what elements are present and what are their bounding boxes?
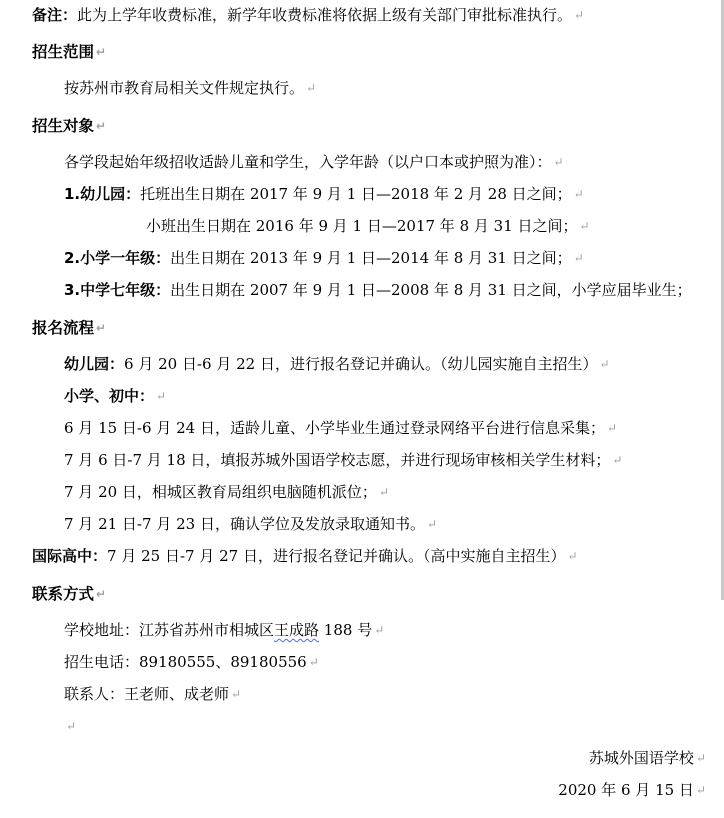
paragraph-mark-icon: ↵ (574, 8, 585, 22)
paragraph-mark-icon: ↵ (695, 751, 706, 765)
signature-school (589, 748, 706, 768)
paragraph-mark-icon: ↵ (374, 623, 385, 637)
process-heading (32, 318, 106, 338)
process-step-2-text: 7 月 6 日-7 月 18 日，填报苏城外国语学校志愿，并进行现场审核相关学生材料； (64, 451, 611, 469)
scope-text-content: 按苏州市教育局相关文件规定执行。 (64, 79, 305, 97)
process-intl-text: 7 月 25 日-7 月 27 日，进行报名登记并确认。（高中实施自主招生） (107, 547, 566, 565)
signature-school-text: 苏城外国语学校 (588, 749, 694, 767)
kindergarten-line-2 (146, 216, 590, 236)
process-intl-label: 国际高中： (32, 547, 108, 565)
paragraph-mark-icon: ↵ (606, 421, 618, 435)
scope-text (64, 78, 316, 98)
process-step-4 (64, 514, 437, 534)
paragraph-mark-icon: ↵ (96, 45, 107, 59)
contact-person (64, 684, 241, 704)
process-pm-label: 小学、初中： (64, 387, 155, 405)
address-prefix: 学校地址：江苏省苏州市相城区 (64, 621, 275, 639)
paragraph-mark-icon: ↵ (231, 687, 242, 701)
target-heading-text: 招生对象 (32, 117, 95, 135)
paragraph-mark-icon: ↵ (306, 81, 317, 95)
paragraph-mark-icon: ↵ (426, 517, 438, 531)
kindergarten-line-1 (64, 184, 584, 204)
process-international (32, 546, 578, 566)
kindergarten-text-2: 小班出生日期在 2016 年 9 月 1 日—2017 年 8 月 31 日之间； (146, 217, 578, 235)
contact-heading-text: 联系方式 (32, 585, 95, 603)
target-intro (64, 152, 564, 172)
process-kg-label: 幼儿园： (64, 355, 125, 373)
target-intro-text: 各学段起始年级招收适龄儿童和学生，入学年龄（以户口本或护照为准）： (64, 153, 552, 171)
paragraph-mark-icon: ↵ (96, 119, 107, 133)
paragraph-mark-icon: ↵ (612, 453, 623, 467)
paragraph-mark-icon: ↵ (695, 783, 706, 797)
paragraph-mark-icon: ↵ (573, 251, 584, 265)
paragraph-mark-icon: ↵ (308, 655, 319, 669)
middle-text: 出生日期在 2007 年 9 月 1 日—2008 年 8 月 31 日之间，小学应届毕业生； (170, 281, 692, 299)
process-step-4-text: 7 月 21 日-7 月 23 日，确认学位及发放录取通知书。 (64, 515, 425, 533)
paragraph-mark-icon: ↵ (378, 485, 389, 499)
note-label: 备注： (32, 6, 78, 24)
signature-date-text: 2020 年 6 月 15 日 (558, 781, 694, 799)
process-step-1 (64, 418, 617, 438)
contact-heading (32, 584, 106, 604)
paragraph-mark-icon: ↵ (567, 549, 578, 563)
paragraph-mark-icon: ↵ (66, 719, 77, 733)
contact-address (64, 620, 384, 640)
scope-heading-text: 招生范围 (32, 43, 95, 61)
empty-paragraph (64, 716, 76, 736)
middle-label: 3.中学七年级： (64, 281, 171, 299)
paragraph-mark-icon: ↵ (599, 357, 610, 371)
paragraph-mark-icon: ↵ (553, 155, 564, 169)
process-heading-text: 报名流程 (32, 319, 95, 337)
kindergarten-label: 1.幼儿园： (64, 185, 141, 203)
paragraph-mark-icon: ↵ (579, 219, 590, 233)
kindergarten-text-1: 托班出生日期在 2017 年 9 月 1 日—2018 年 2 月 28 日之间； (140, 185, 572, 203)
primary-text: 出生日期在 2013 年 9 月 1 日—2014 年 8 月 31 日之间； (170, 249, 572, 267)
paragraph-mark-icon: ↵ (156, 389, 167, 403)
process-step-2 (64, 450, 622, 470)
primary-line (64, 248, 584, 268)
paragraph-mark-icon: ↵ (96, 321, 107, 335)
process-step-1-text: 6 月 15 日-6 月 24 日，适龄儿童、小学毕业生通过登录网络平台进行信息采集； (64, 419, 605, 437)
contact-phone (64, 652, 319, 672)
process-step-3-text: 7 月 20 日，相城区教育局组织电脑随机派位； (64, 483, 377, 501)
process-primary-middle-label (64, 386, 166, 406)
address-road: 王成路 (274, 621, 320, 639)
middle-line (64, 280, 692, 300)
paragraph-mark-icon: ↵ (573, 187, 584, 201)
signature-date (558, 780, 706, 800)
paragraph-mark-icon: ↵ (96, 587, 107, 601)
process-step-3 (64, 482, 389, 502)
note-line (32, 5, 584, 25)
primary-label: 2.小学一年级： (64, 249, 171, 267)
process-kindergarten (64, 354, 610, 374)
contact-phone-text: 招生电话：89180555、89180556 (64, 653, 307, 671)
target-heading (32, 116, 106, 136)
address-suffix: 188 号 (319, 621, 373, 639)
contact-person-text: 联系人：王老师、成老师 (64, 685, 230, 703)
process-kg-text: 6 月 20 日-6 月 22 日，进行报名登记并确认。（幼儿园实施自主招生） (124, 355, 598, 373)
scope-heading (32, 42, 106, 62)
note-text: 此为上学年收费标准，新学年收费标准将依据上级有关部门审批标准执行。 (77, 6, 573, 24)
